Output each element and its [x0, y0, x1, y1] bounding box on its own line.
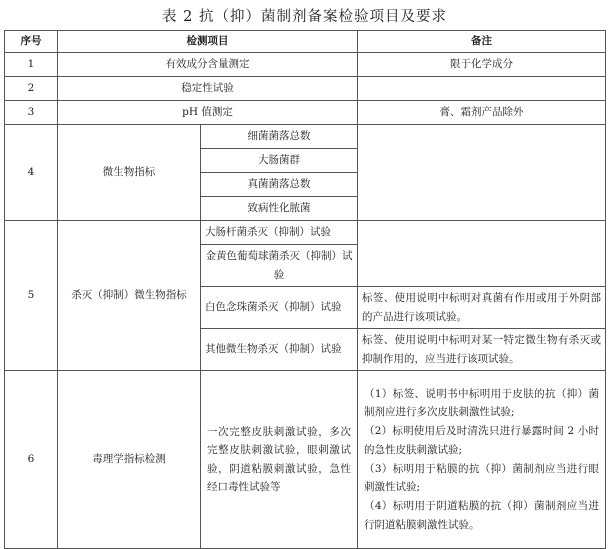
- table-caption: 表 2 抗（抑）菌制剂备案检验项目及要求: [162, 9, 447, 25]
- row-category: 毒理学指标检测: [58, 371, 201, 549]
- row-remark: 标签、使用说明中标明对某一特定微生物有杀灭或抑制作用的，应当进行该项试验。: [358, 329, 606, 371]
- row-remark: 标签、使用说明中标明对真菌有作用或用于外阴部的产品进行该项试验。: [358, 287, 606, 329]
- note-item: （2）标明使用后及时清洗只进行暴露时间 2 小时的急性皮肤刺激试验;: [364, 425, 599, 456]
- row-item: 稳定性试验: [58, 77, 358, 101]
- inspection-items-table: [4, 30, 606, 549]
- row-remark-empty: [358, 125, 606, 221]
- row-item: 有效成分含量测定: [58, 53, 358, 77]
- row-subitem: 大肠杆菌杀灭（抑制）试验: [201, 221, 358, 245]
- row-item: pH 值测定: [58, 101, 358, 125]
- row-seq: 3: [5, 101, 58, 125]
- note-item: （4）标明用于阴道粘膜的抗（抑）菌制剂应当进行阴道粘膜刺激性试验。: [364, 499, 599, 531]
- row-seq: 1: [5, 53, 58, 77]
- row-subitem: 真菌菌落总数: [201, 173, 358, 197]
- row-seq: 4: [5, 125, 58, 221]
- row-subitem: 一次完整皮肤刺激试验，多次完整皮肤刺激试验，眼刺激试验，阴道粘膜刺激试验，急性经口毒性试验等: [201, 371, 358, 549]
- row-seq: 5: [5, 221, 58, 371]
- row-seq: 6: [5, 371, 58, 549]
- row-remark: 膏、霜剂产品除外: [358, 101, 606, 125]
- row-remark: 限于化学成分: [358, 53, 606, 77]
- row-subitem: 细菌菌落总数: [201, 125, 358, 149]
- row-subitem: 致病性化脓菌: [201, 197, 358, 221]
- row-remark-empty: [358, 221, 606, 287]
- header-item: 检测项目: [58, 31, 358, 53]
- header-seq: 序号: [5, 31, 58, 53]
- row-subitem: 白色念珠菌杀灭（抑制）试验: [201, 287, 358, 329]
- table-header-row: [5, 31, 606, 53]
- row-remark-notes: [358, 371, 606, 549]
- table-row: [5, 221, 606, 245]
- note-item: （3）标明用于粘膜的抗（抑）菌制剂应当进行眼刺激性试验;: [364, 462, 599, 494]
- table-row: [5, 53, 606, 77]
- table-row: [5, 77, 606, 101]
- row-category: 微生物指标: [58, 125, 201, 221]
- row-category: 杀灭（抑制）微生物指标: [58, 221, 201, 371]
- table-row: [5, 125, 606, 149]
- row-subitem: 其他微生物杀灭（抑制）试验: [201, 329, 358, 371]
- row-remark: [358, 77, 606, 101]
- table-row: [5, 101, 606, 125]
- row-subitem: 大肠菌群: [201, 149, 358, 173]
- row-subitem: 金黄色葡萄球菌杀灭（抑制）试验: [201, 245, 358, 287]
- table-row: [5, 371, 606, 549]
- header-remark: 备注: [358, 31, 606, 53]
- row-seq: 2: [5, 77, 58, 101]
- note-item: （1）标签、说明书中标明用于皮肤的抗（抑）菌制剂应进行多次皮肤刺激性试验;: [364, 387, 599, 419]
